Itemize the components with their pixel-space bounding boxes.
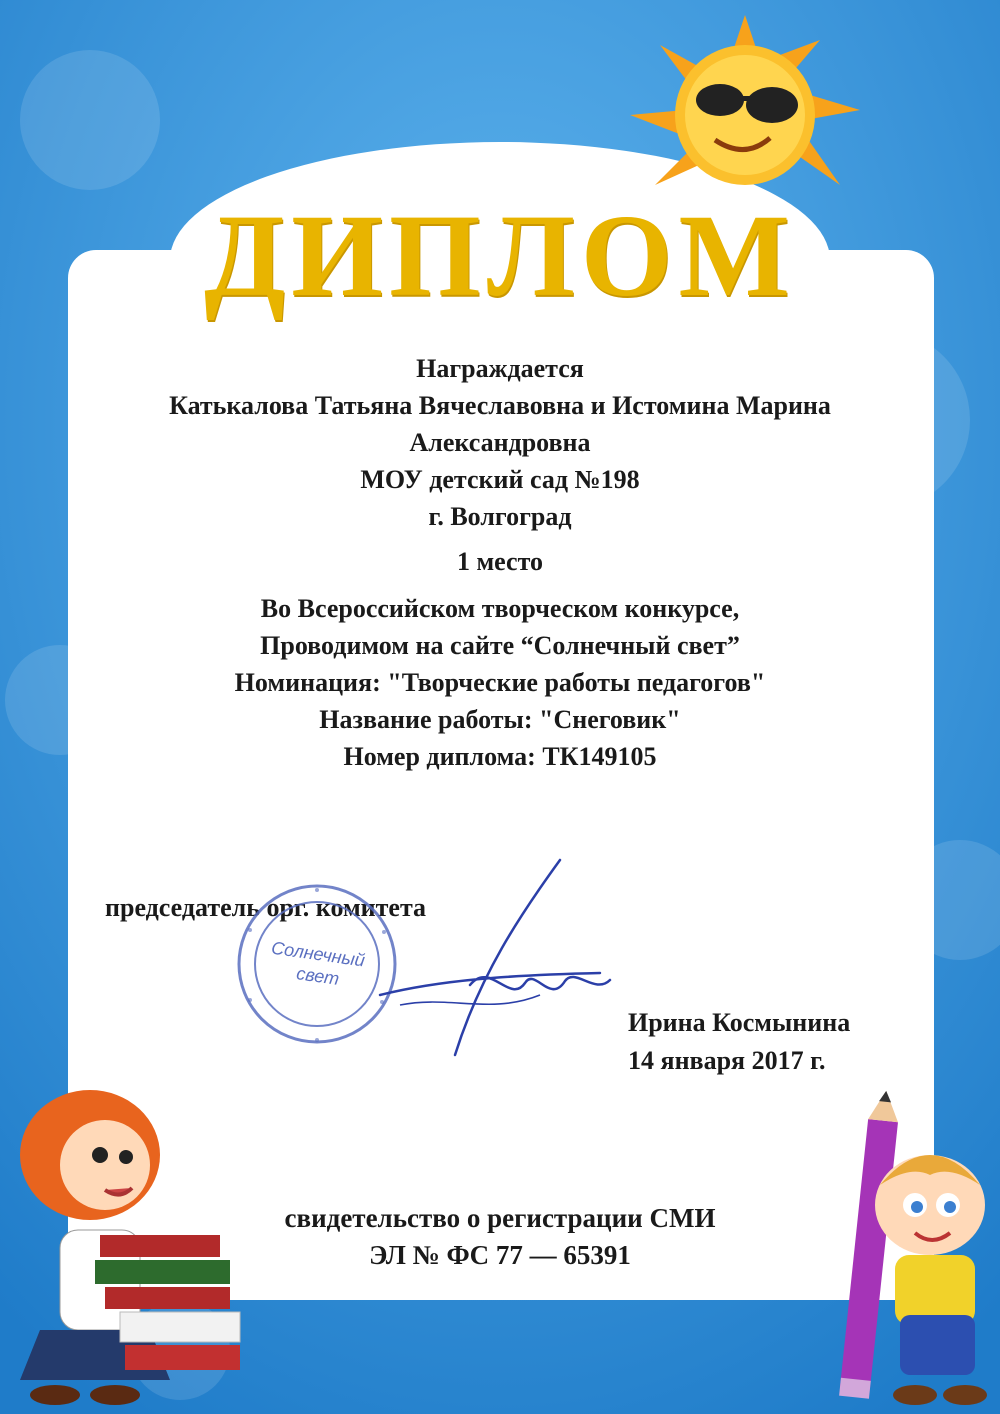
place: 1 место <box>456 547 544 576</box>
nomination: Номинация: "Творческие работы педагогов" <box>234 668 766 697</box>
signature-block <box>628 1004 850 1080</box>
signature-date: 14 января 2017 г. <box>628 1046 826 1075</box>
awardee-name-line2: Александровна <box>409 428 591 457</box>
stamp-text-line2: свет <box>295 963 341 989</box>
stamp-text-line1: Солнечный <box>270 937 367 971</box>
awardee-organization: МОУ детский сад №198 <box>360 465 640 494</box>
awardee-name-line1: Катькалова Татьяна Вячеславовна и Истомина Марина <box>169 391 831 420</box>
awarded-label: Награждается <box>416 354 584 383</box>
signature-scribble <box>360 855 630 1070</box>
boy-with-pencil-illustration <box>800 1085 1000 1410</box>
signer-name: Ирина Космынина <box>628 1008 851 1037</box>
registration-line1: свидетельство о регистрации СМИ <box>284 1203 716 1233</box>
sun-sunglasses-illustration <box>620 10 870 210</box>
committee-role: председатель орг. комитета <box>105 893 427 922</box>
awardee-city: г. Волгоград <box>428 502 572 531</box>
contest-line1: Во Всероссийском творческом конкурсе, <box>260 594 740 623</box>
diploma-number: Номер диплома: ТК149105 <box>343 742 657 771</box>
contest-line2: Проводимом на сайте “Солнечный свет” <box>260 631 740 660</box>
registration-line2: ЭЛ № ФС 77 — 65391 <box>369 1240 631 1270</box>
girl-with-books-illustration <box>0 1060 260 1410</box>
work-title: Название работы: "Снеговик" <box>319 705 681 734</box>
diploma-title: ДИПЛОМ <box>204 190 796 321</box>
